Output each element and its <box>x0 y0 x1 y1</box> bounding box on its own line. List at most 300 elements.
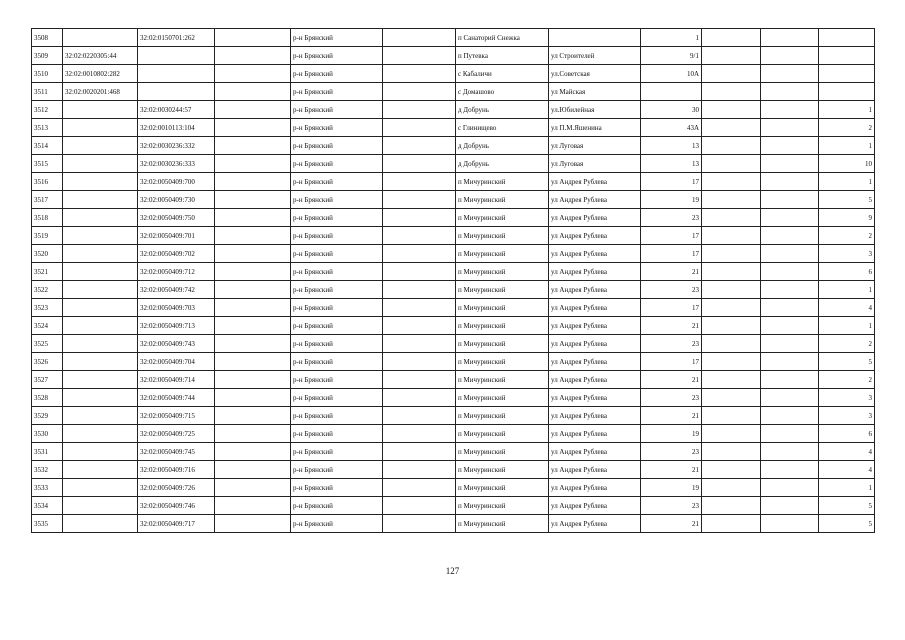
settlement-cell: п Мичуринский <box>456 461 549 479</box>
blank-b-cell <box>383 389 456 407</box>
house-cell <box>641 83 702 101</box>
street-cell: ул П.М.Яшенина <box>549 119 641 137</box>
blank-a-cell <box>215 425 291 443</box>
district-cell: р-н Брянский <box>291 299 383 317</box>
cadastral-b-cell: 32:02:0030236:332 <box>138 137 215 155</box>
district-cell: р-н Брянский <box>291 65 383 83</box>
district-cell: р-н Брянский <box>291 317 383 335</box>
unit-cell: 2 <box>819 227 875 245</box>
cadastral-b-cell: 32:02:0050409:750 <box>138 209 215 227</box>
settlement-cell: д Добрунь <box>456 137 549 155</box>
settlement-cell: с Домашово <box>456 83 549 101</box>
cadastral-a-cell <box>63 299 138 317</box>
house-cell: 21 <box>641 371 702 389</box>
unit-cell: 5 <box>819 191 875 209</box>
page-number: 127 <box>445 566 460 576</box>
blank-d-cell <box>761 101 819 119</box>
street-cell: ул.Юбилейная <box>549 101 641 119</box>
house-cell: 23 <box>641 335 702 353</box>
table-row <box>32 443 875 461</box>
house-cell: 23 <box>641 443 702 461</box>
unit-cell: 6 <box>819 425 875 443</box>
cadastral-b-cell: 32:02:0050409:745 <box>138 443 215 461</box>
cadastral-b-cell <box>138 83 215 101</box>
blank-d-cell <box>761 29 819 47</box>
cadastral-b-cell: 32:02:0050409:726 <box>138 479 215 497</box>
blank-d-cell <box>761 119 819 137</box>
blank-c-cell <box>702 317 761 335</box>
house-cell: 9/1 <box>641 47 702 65</box>
cadastral-b-cell: 32:02:0050409:744 <box>138 389 215 407</box>
house-cell: 17 <box>641 245 702 263</box>
street-cell: ул Андрея Рублева <box>549 317 641 335</box>
blank-a-cell <box>215 407 291 425</box>
blank-b-cell <box>383 191 456 209</box>
street-cell: ул Андрея Рублева <box>549 173 641 191</box>
row-index-cell: 3535 <box>32 515 63 533</box>
blank-d-cell <box>761 317 819 335</box>
settlement-cell: п Мичуринский <box>456 443 549 461</box>
blank-c-cell <box>702 155 761 173</box>
row-index-cell: 3523 <box>32 299 63 317</box>
street-cell: ул Андрея Рублева <box>549 335 641 353</box>
table-row <box>32 209 875 227</box>
blank-a-cell <box>215 461 291 479</box>
cadastral-a-cell <box>63 173 138 191</box>
house-cell: 21 <box>641 515 702 533</box>
table-body <box>32 29 875 533</box>
house-cell: 19 <box>641 479 702 497</box>
house-cell: 13 <box>641 137 702 155</box>
house-cell: 23 <box>641 497 702 515</box>
district-cell: р-н Брянский <box>291 515 383 533</box>
table-row <box>32 137 875 155</box>
row-index-cell: 3522 <box>32 281 63 299</box>
row-index-cell: 3532 <box>32 461 63 479</box>
blank-d-cell <box>761 191 819 209</box>
blank-a-cell <box>215 353 291 371</box>
cadastral-a-cell <box>63 497 138 515</box>
unit-cell <box>819 29 875 47</box>
blank-c-cell <box>702 515 761 533</box>
cadastral-b-cell: 32:02:0050409:746 <box>138 497 215 515</box>
blank-b-cell <box>383 443 456 461</box>
unit-cell: 1 <box>819 101 875 119</box>
unit-cell: 4 <box>819 461 875 479</box>
blank-d-cell <box>761 335 819 353</box>
settlement-cell: п Мичуринский <box>456 497 549 515</box>
street-cell: ул Андрея Рублева <box>549 353 641 371</box>
unit-cell: 6 <box>819 263 875 281</box>
street-cell: ул Андрея Рублева <box>549 497 641 515</box>
house-cell: 17 <box>641 227 702 245</box>
house-cell: 19 <box>641 191 702 209</box>
blank-d-cell <box>761 137 819 155</box>
row-index-cell: 3527 <box>32 371 63 389</box>
house-cell: 21 <box>641 317 702 335</box>
unit-cell <box>819 83 875 101</box>
blank-c-cell <box>702 425 761 443</box>
cadastral-a-cell <box>63 137 138 155</box>
street-cell: ул Андрея Рублева <box>549 461 641 479</box>
blank-c-cell <box>702 371 761 389</box>
blank-d-cell <box>761 155 819 173</box>
settlement-cell: д Добрунь <box>456 155 549 173</box>
table-row <box>32 479 875 497</box>
district-cell: р-н Брянский <box>291 119 383 137</box>
unit-cell: 3 <box>819 389 875 407</box>
street-cell: ул Андрея Рублева <box>549 299 641 317</box>
unit-cell: 1 <box>819 281 875 299</box>
district-cell: р-н Брянский <box>291 407 383 425</box>
blank-b-cell <box>383 263 456 281</box>
blank-a-cell <box>215 101 291 119</box>
table-row <box>32 353 875 371</box>
blank-b-cell <box>383 479 456 497</box>
blank-b-cell <box>383 425 456 443</box>
cadastral-a-cell: 32:02:0010802:282 <box>63 65 138 83</box>
blank-b-cell <box>383 83 456 101</box>
blank-b-cell <box>383 137 456 155</box>
settlement-cell: п Мичуринский <box>456 173 549 191</box>
blank-a-cell <box>215 227 291 245</box>
table-row <box>32 335 875 353</box>
blank-d-cell <box>761 209 819 227</box>
district-cell: р-н Брянский <box>291 227 383 245</box>
house-cell: 1 <box>641 29 702 47</box>
row-index-cell: 3508 <box>32 29 63 47</box>
unit-cell: 5 <box>819 353 875 371</box>
table-row <box>32 101 875 119</box>
row-index-cell: 3531 <box>32 443 63 461</box>
row-index-cell: 3509 <box>32 47 63 65</box>
settlement-cell: п Мичуринский <box>456 227 549 245</box>
cadastral-b-cell: 32:02:0050409:702 <box>138 245 215 263</box>
district-cell: р-н Брянский <box>291 155 383 173</box>
cadastral-a-cell <box>63 209 138 227</box>
unit-cell: 1 <box>819 479 875 497</box>
blank-d-cell <box>761 173 819 191</box>
cadastral-a-cell <box>63 389 138 407</box>
settlement-cell: п Путевка <box>456 47 549 65</box>
house-cell: 43А <box>641 119 702 137</box>
street-cell: ул.Советская <box>549 65 641 83</box>
blank-c-cell <box>702 119 761 137</box>
cadastral-a-cell <box>63 479 138 497</box>
table-row <box>32 461 875 479</box>
unit-cell: 2 <box>819 371 875 389</box>
blank-a-cell <box>215 515 291 533</box>
blank-d-cell <box>761 389 819 407</box>
unit-cell: 5 <box>819 497 875 515</box>
blank-a-cell <box>215 29 291 47</box>
district-cell: р-н Брянский <box>291 389 383 407</box>
cadastral-a-cell <box>63 461 138 479</box>
blank-c-cell <box>702 137 761 155</box>
settlement-cell: п Мичуринский <box>456 281 549 299</box>
unit-cell: 2 <box>819 335 875 353</box>
cadastral-a-cell <box>63 29 138 47</box>
cadastral-b-cell: 32:02:0050409:703 <box>138 299 215 317</box>
blank-d-cell <box>761 407 819 425</box>
settlement-cell: п Мичуринский <box>456 425 549 443</box>
cadastral-b-cell: 32:02:0050409:700 <box>138 173 215 191</box>
cadastral-a-cell <box>63 443 138 461</box>
row-index-cell: 3519 <box>32 227 63 245</box>
cadastral-a-cell <box>63 245 138 263</box>
street-cell: ул Луговая <box>549 137 641 155</box>
registry-table <box>31 28 875 533</box>
blank-c-cell <box>702 263 761 281</box>
settlement-cell: п Мичуринский <box>456 407 549 425</box>
cadastral-b-cell: 32:02:0050409:712 <box>138 263 215 281</box>
row-index-cell: 3521 <box>32 263 63 281</box>
district-cell: р-н Брянский <box>291 29 383 47</box>
unit-cell: 2 <box>819 119 875 137</box>
unit-cell <box>819 65 875 83</box>
blank-d-cell <box>761 425 819 443</box>
cadastral-a-cell: 32:02:0020201:468 <box>63 83 138 101</box>
blank-d-cell <box>761 461 819 479</box>
cadastral-a-cell <box>63 353 138 371</box>
cadastral-b-cell: 32:02:0150701:262 <box>138 29 215 47</box>
district-cell: р-н Брянский <box>291 443 383 461</box>
settlement-cell: п Мичуринский <box>456 263 549 281</box>
district-cell: р-н Брянский <box>291 497 383 515</box>
cadastral-a-cell <box>63 335 138 353</box>
blank-b-cell <box>383 65 456 83</box>
house-cell: 30 <box>641 101 702 119</box>
blank-a-cell <box>215 389 291 407</box>
table-row <box>32 263 875 281</box>
blank-b-cell <box>383 371 456 389</box>
settlement-cell: п Мичуринский <box>456 209 549 227</box>
district-cell: р-н Брянский <box>291 191 383 209</box>
house-cell: 23 <box>641 281 702 299</box>
blank-b-cell <box>383 227 456 245</box>
blank-a-cell <box>215 137 291 155</box>
cadastral-b-cell: 32:02:0010113:104 <box>138 119 215 137</box>
cadastral-a-cell <box>63 155 138 173</box>
house-cell: 21 <box>641 407 702 425</box>
blank-d-cell <box>761 497 819 515</box>
street-cell: ул Строителей <box>549 47 641 65</box>
blank-b-cell <box>383 29 456 47</box>
row-index-cell: 3512 <box>32 101 63 119</box>
unit-cell: 9 <box>819 209 875 227</box>
blank-c-cell <box>702 209 761 227</box>
district-cell: р-н Брянский <box>291 101 383 119</box>
district-cell: р-н Брянский <box>291 281 383 299</box>
cadastral-a-cell <box>63 101 138 119</box>
blank-c-cell <box>702 47 761 65</box>
cadastral-b-cell: 32:02:0050409:713 <box>138 317 215 335</box>
blank-b-cell <box>383 173 456 191</box>
blank-a-cell <box>215 155 291 173</box>
district-cell: р-н Брянский <box>291 479 383 497</box>
settlement-cell: п Мичуринский <box>456 335 549 353</box>
cadastral-a-cell <box>63 371 138 389</box>
table-row <box>32 299 875 317</box>
table-row <box>32 281 875 299</box>
table-row <box>32 497 875 515</box>
blank-a-cell <box>215 245 291 263</box>
table-row <box>32 29 875 47</box>
settlement-cell: п Мичуринский <box>456 479 549 497</box>
blank-d-cell <box>761 299 819 317</box>
blank-b-cell <box>383 461 456 479</box>
unit-cell: 4 <box>819 443 875 461</box>
house-cell: 23 <box>641 209 702 227</box>
blank-a-cell <box>215 371 291 389</box>
house-cell: 21 <box>641 461 702 479</box>
blank-b-cell <box>383 245 456 263</box>
unit-cell: 1 <box>819 317 875 335</box>
blank-c-cell <box>702 353 761 371</box>
blank-c-cell <box>702 281 761 299</box>
blank-b-cell <box>383 47 456 65</box>
street-cell: ул Андрея Рублева <box>549 407 641 425</box>
settlement-cell: п Мичуринский <box>456 317 549 335</box>
street-cell: ул Андрея Рублева <box>549 245 641 263</box>
row-index-cell: 3518 <box>32 209 63 227</box>
settlement-cell: п Мичуринский <box>456 371 549 389</box>
table-row <box>32 389 875 407</box>
blank-a-cell <box>215 173 291 191</box>
table-row <box>32 317 875 335</box>
table-row <box>32 65 875 83</box>
row-index-cell: 3510 <box>32 65 63 83</box>
cadastral-a-cell <box>63 119 138 137</box>
blank-b-cell <box>383 209 456 227</box>
blank-b-cell <box>383 317 456 335</box>
settlement-cell: п Мичуринский <box>456 389 549 407</box>
blank-a-cell <box>215 119 291 137</box>
cadastral-b-cell: 32:02:0050409:704 <box>138 353 215 371</box>
row-index-cell: 3528 <box>32 389 63 407</box>
row-index-cell: 3534 <box>32 497 63 515</box>
table-row <box>32 173 875 191</box>
settlement-cell: п Мичуринский <box>456 245 549 263</box>
street-cell: ул Майская <box>549 83 641 101</box>
blank-c-cell <box>702 407 761 425</box>
blank-b-cell <box>383 299 456 317</box>
row-index-cell: 3517 <box>32 191 63 209</box>
blank-c-cell <box>702 101 761 119</box>
row-index-cell: 3525 <box>32 335 63 353</box>
settlement-cell: п Мичуринский <box>456 299 549 317</box>
cadastral-b-cell: 32:02:0030236:333 <box>138 155 215 173</box>
blank-c-cell <box>702 443 761 461</box>
blank-a-cell <box>215 281 291 299</box>
district-cell: р-н Брянский <box>291 371 383 389</box>
unit-cell <box>819 47 875 65</box>
district-cell: р-н Брянский <box>291 47 383 65</box>
table-row <box>32 47 875 65</box>
blank-c-cell <box>702 389 761 407</box>
district-cell: р-н Брянский <box>291 137 383 155</box>
settlement-cell: с Кабаличи <box>456 65 549 83</box>
blank-c-cell <box>702 173 761 191</box>
row-index-cell: 3511 <box>32 83 63 101</box>
unit-cell: 3 <box>819 245 875 263</box>
blank-c-cell <box>702 65 761 83</box>
street-cell: ул Андрея Рублева <box>549 425 641 443</box>
blank-c-cell <box>702 479 761 497</box>
district-cell: р-н Брянский <box>291 209 383 227</box>
house-cell: 17 <box>641 353 702 371</box>
cadastral-b-cell: 32:02:0050409:715 <box>138 407 215 425</box>
blank-d-cell <box>761 281 819 299</box>
blank-a-cell <box>215 497 291 515</box>
blank-c-cell <box>702 245 761 263</box>
table-row <box>32 155 875 173</box>
street-cell: ул Андрея Рублева <box>549 515 641 533</box>
cadastral-b-cell: 32:02:0050409:714 <box>138 371 215 389</box>
blank-c-cell <box>702 191 761 209</box>
cadastral-a-cell <box>63 281 138 299</box>
cadastral-a-cell <box>63 425 138 443</box>
blank-b-cell <box>383 335 456 353</box>
cadastral-b-cell <box>138 65 215 83</box>
blank-c-cell <box>702 227 761 245</box>
street-cell: ул Андрея Рублева <box>549 191 641 209</box>
blank-b-cell <box>383 353 456 371</box>
street-cell: ул Андрея Рублева <box>549 389 641 407</box>
blank-d-cell <box>761 65 819 83</box>
blank-b-cell <box>383 101 456 119</box>
blank-d-cell <box>761 443 819 461</box>
street-cell: ул Андрея Рублева <box>549 209 641 227</box>
district-cell: р-н Брянский <box>291 335 383 353</box>
unit-cell: 3 <box>819 407 875 425</box>
street-cell: ул Андрея Рублева <box>549 263 641 281</box>
street-cell: ул Андрея Рублева <box>549 281 641 299</box>
house-cell: 19 <box>641 425 702 443</box>
blank-c-cell <box>702 335 761 353</box>
district-cell: р-н Брянский <box>291 263 383 281</box>
blank-d-cell <box>761 47 819 65</box>
street-cell <box>549 29 641 47</box>
blank-c-cell <box>702 83 761 101</box>
row-index-cell: 3533 <box>32 479 63 497</box>
blank-a-cell <box>215 479 291 497</box>
house-cell: 10А <box>641 65 702 83</box>
blank-d-cell <box>761 227 819 245</box>
blank-a-cell <box>215 83 291 101</box>
blank-a-cell <box>215 263 291 281</box>
blank-d-cell <box>761 353 819 371</box>
table-row <box>32 425 875 443</box>
cadastral-a-cell <box>63 227 138 245</box>
unit-cell: 1 <box>819 173 875 191</box>
blank-d-cell <box>761 479 819 497</box>
row-index-cell: 3524 <box>32 317 63 335</box>
blank-a-cell <box>215 299 291 317</box>
cadastral-a-cell <box>63 407 138 425</box>
district-cell: р-н Брянский <box>291 245 383 263</box>
street-cell: ул Луговая <box>549 155 641 173</box>
blank-d-cell <box>761 83 819 101</box>
blank-a-cell <box>215 335 291 353</box>
cadastral-a-cell <box>63 515 138 533</box>
unit-cell: 5 <box>819 515 875 533</box>
table-row <box>32 371 875 389</box>
table-row <box>32 407 875 425</box>
blank-a-cell <box>215 191 291 209</box>
house-cell: 21 <box>641 263 702 281</box>
settlement-cell: п Санаторий Снежка <box>456 29 549 47</box>
